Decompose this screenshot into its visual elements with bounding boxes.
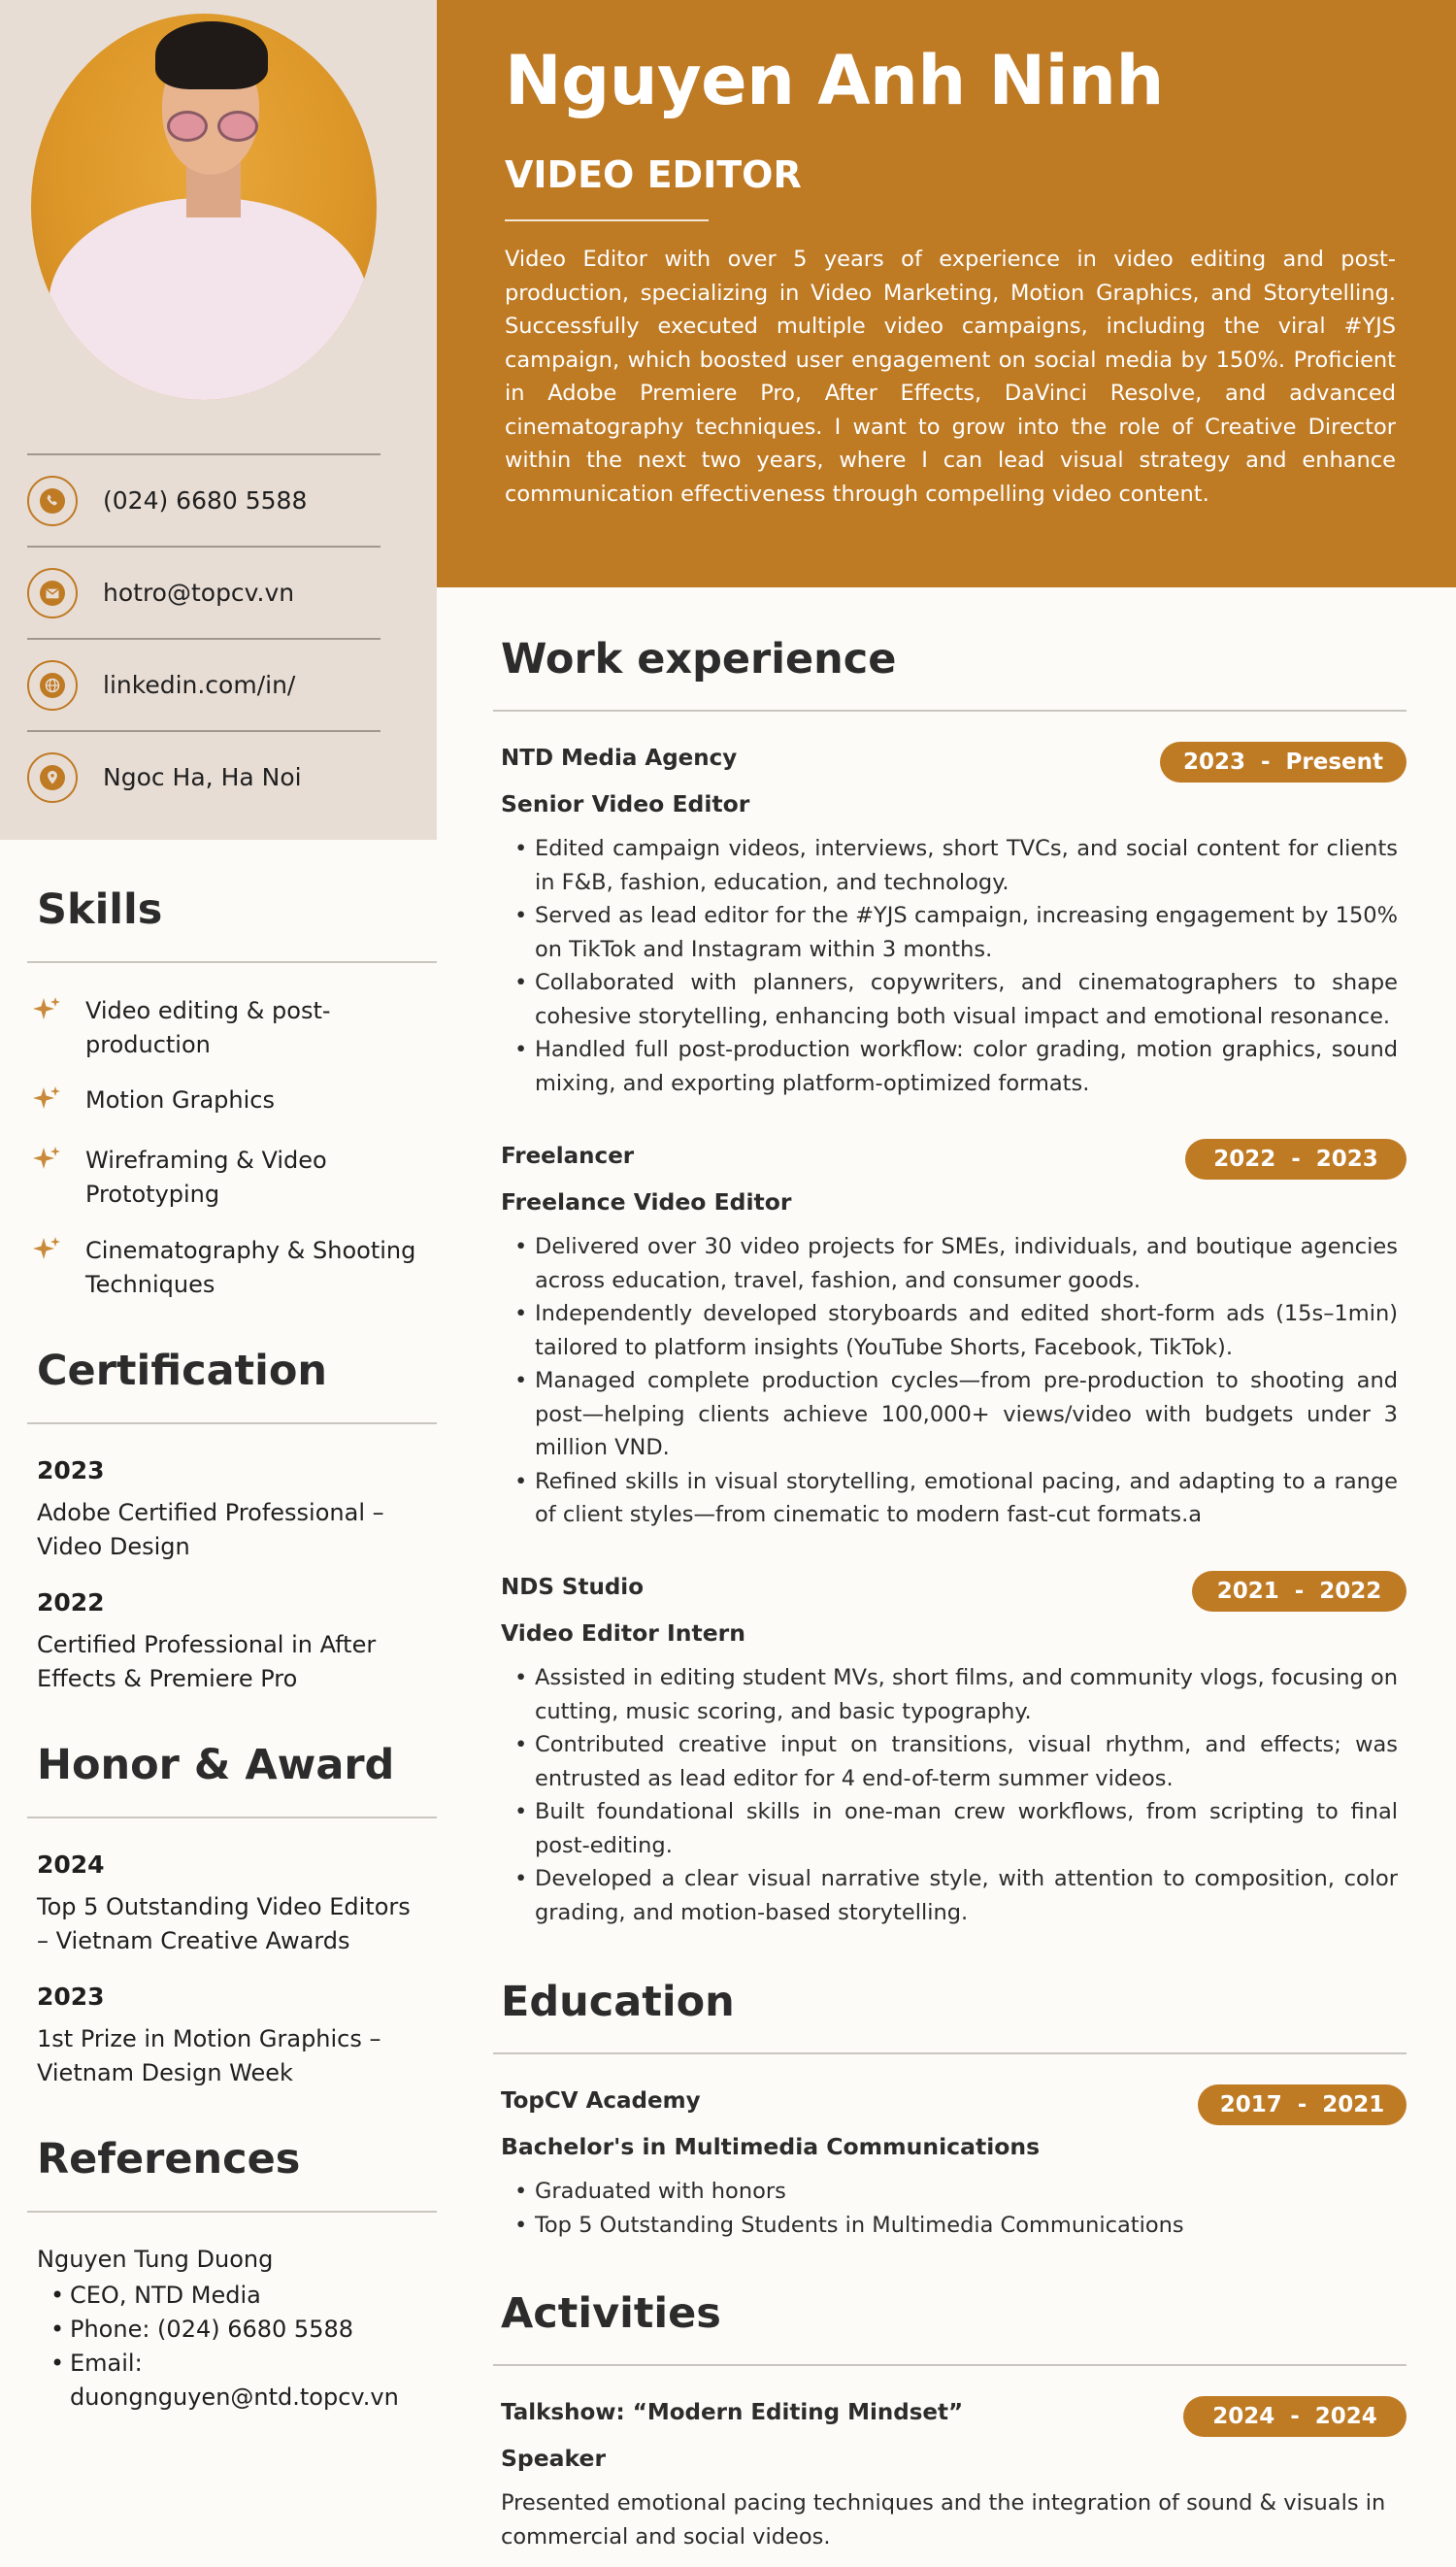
duty-item: • Edited campaign videos, interviews, short TVCs, and social content for clients in F&B, fashion, education, and technology. (501, 832, 1398, 899)
activities-divider (493, 2364, 1406, 2366)
duty-item: • Handled full post-production workflow: color grading, motion graphics, sound mixing, and exporting platform-optimized formats. (501, 1033, 1398, 1100)
job-company: NDS Studio (501, 1575, 644, 1600)
contact-linkedin (27, 638, 381, 730)
photo-hair (155, 21, 268, 89)
contact-email (27, 546, 381, 638)
skill-label: Cinematography & Shooting Techniques (85, 1237, 416, 1298)
skill-item (31, 994, 419, 1062)
education-degree: Bachelor's in Multimedia Communications (501, 2133, 1041, 2160)
activities-heading: Activities (501, 2289, 721, 2338)
duty-item: • Contributed creative input on transitions, visual rhythm, and effects; was entrusted as lead editor for 4 end-of-term summer videos. (501, 1728, 1398, 1795)
job-duties (501, 1661, 1398, 1929)
duty-item: • Assisted in editing student MVs, short films, and community vlogs, focusing on cutting, music scoring, and basic typography. (501, 1661, 1398, 1728)
reference-name: Nguyen Tung Duong (37, 2246, 274, 2273)
job-role: Video Editor Intern (501, 1619, 745, 1647)
job-role: Freelance Video Editor (501, 1188, 792, 1216)
references-heading: References (37, 2135, 301, 2184)
linkedin-text[interactable]: linkedin.com/in/ (103, 671, 296, 699)
job-period-badge: 2021 - 2022 (1192, 1571, 1406, 1612)
activity-description: Presented emotional pacing techniques and the integration of sound & visuals in commercial and social videos. (501, 2490, 1386, 2550)
certification-heading: Certification (37, 1347, 328, 1395)
honor-name: Top 5 Outstanding Video Editors – Vietnam Creative Awards (37, 1893, 411, 1954)
contact-address (27, 730, 381, 822)
profile-summary: Video Editor with over 5 years of experience in video editing and post-production, specializing in Video Marketing, Motion Graphics, and Storytelling. Successfully executed multiple video campaigns, including the viral #YJS campaign, which boosted user engagement on social media by 150%. Proficient in Adobe Premiere Pro, After Effects, DaVinci Resolve, and advanced cinematography techniques. I want to grow into the role of Creative Director within the next two years, where I can lead visual strategy and enhance communication effectiveness through compelling video content. (505, 247, 1396, 507)
skill-item (31, 1144, 419, 1212)
honors-heading: Honor & Award (37, 1741, 395, 1789)
candidate-title: VIDEO EDITOR (505, 153, 802, 196)
skill-item (31, 1083, 419, 1118)
certification-year: 2023 (37, 1456, 105, 1484)
duty-item: • Served as lead editor for the #YJS campaign, increasing engagement by 150% on TikTok and Instagram within 3 months. (501, 899, 1398, 966)
references-divider (27, 2211, 437, 2213)
duty-item: • Managed complete production cycles—from pre-production to shooting and post—helping clients achieve 100,000+ views/video with budgets under 3 million VND. (501, 1364, 1398, 1465)
work-divider (493, 710, 1406, 712)
honors-divider (27, 1817, 437, 1818)
activity-role: Speaker (501, 2445, 607, 2472)
job-company: Freelancer (501, 1144, 635, 1169)
job-role: Senior Video Editor (501, 790, 750, 817)
certification-name: Certified Professional in After Effects & Premiere Pro (37, 1631, 377, 1692)
reference-details (37, 2279, 406, 2415)
honor-name: 1st Prize in Motion Graphics – Vietnam Design Week (37, 2025, 381, 2086)
education-period-badge: 2017 - 2021 (1198, 2084, 1406, 2125)
skill-label: Motion Graphics (85, 1086, 275, 1114)
duty-item: • Collaborated with planners, copywriters, and cinematographers to shape cohesive storytelling, enhancing both visual impact and emotional resonance. (501, 966, 1398, 1033)
duty-item: • Independently developed storyboards and edited short-form ads (15s–1min) tailored to platform insights (YouTube Shorts, Facebook, TikTok). (501, 1297, 1398, 1364)
job-duties (501, 832, 1398, 1100)
globe-icon (27, 660, 78, 711)
honor-year: 2024 (37, 1850, 105, 1879)
sparkle-icon (31, 994, 66, 1029)
envelope-icon (27, 568, 78, 618)
photo-glasses (167, 111, 260, 142)
duty-item: • Delivered over 30 video projects for SMEs, individuals, and boutique agencies across education, travel, fashion, and consumer goods. (501, 1230, 1398, 1297)
reference-line: • Phone: (024) 6680 5588 (37, 2313, 406, 2347)
job-period-badge: 2023 - Present (1160, 742, 1406, 783)
certification-name: Adobe Certified Professional – Video Design (37, 1499, 384, 1560)
map-pin-icon (27, 752, 78, 803)
job-company: NTD Media Agency (501, 746, 738, 771)
activity-event: Talkshow: “Modern Editing Mindset” (501, 2400, 964, 2425)
education-note: • Top 5 Outstanding Students in Multimedia Communications (501, 2209, 1398, 2243)
phone-text[interactable]: (024) 6680 5588 (103, 486, 308, 515)
duty-item: • Built foundational skills in one-man crew workflows, from scripting to final post-editing. (501, 1795, 1398, 1862)
reference-line: • Email: duongnguyen@ntd.topcv.vn (37, 2347, 406, 2415)
skill-label: Wireframing & Video Prototyping (85, 1147, 327, 1208)
duty-item: • Refined skills in visual storytelling, emotional pacing, and adapting to a range of client styles—from cinematic to modern fast-cut formats.a (501, 1465, 1398, 1532)
work-heading: Work experience (501, 635, 897, 683)
job-duties (501, 1230, 1398, 1532)
education-divider (493, 2052, 1406, 2054)
skills-divider (27, 961, 437, 963)
honor-year: 2023 (37, 1983, 105, 2011)
skills-heading: Skills (37, 885, 163, 934)
activity-period-badge: 2024 - 2024 (1183, 2396, 1406, 2437)
title-divider (505, 219, 709, 221)
photo-shirt (49, 198, 369, 400)
education-school: TopCV Academy (501, 2088, 701, 2114)
reference-line: • CEO, NTD Media (37, 2279, 406, 2313)
education-note: • Graduated with honors (501, 2175, 1398, 2209)
sparkle-icon (31, 1083, 66, 1118)
address-text: Ngoc Ha, Ha Noi (103, 763, 302, 791)
email-text[interactable]: hotro@topcv.vn (103, 579, 295, 607)
education-notes (501, 2175, 1398, 2242)
skill-item (31, 1234, 419, 1302)
skill-label: Video editing & post-production (85, 997, 331, 1058)
education-heading: Education (501, 1978, 735, 2026)
duty-item: • Developed a clear visual narrative style, with attention to composition, color grading, and motion-based storytelling. (501, 1862, 1398, 1929)
certification-year: 2022 (37, 1588, 105, 1617)
certification-divider (27, 1422, 437, 1424)
candidate-name: Nguyen Anh Ninh (505, 41, 1164, 120)
contact-phone (27, 453, 381, 546)
sparkle-icon (31, 1144, 66, 1179)
job-period-badge: 2022 - 2023 (1185, 1139, 1406, 1180)
phone-icon (27, 476, 78, 526)
profile-photo (31, 14, 377, 400)
sparkle-icon (31, 1234, 66, 1269)
